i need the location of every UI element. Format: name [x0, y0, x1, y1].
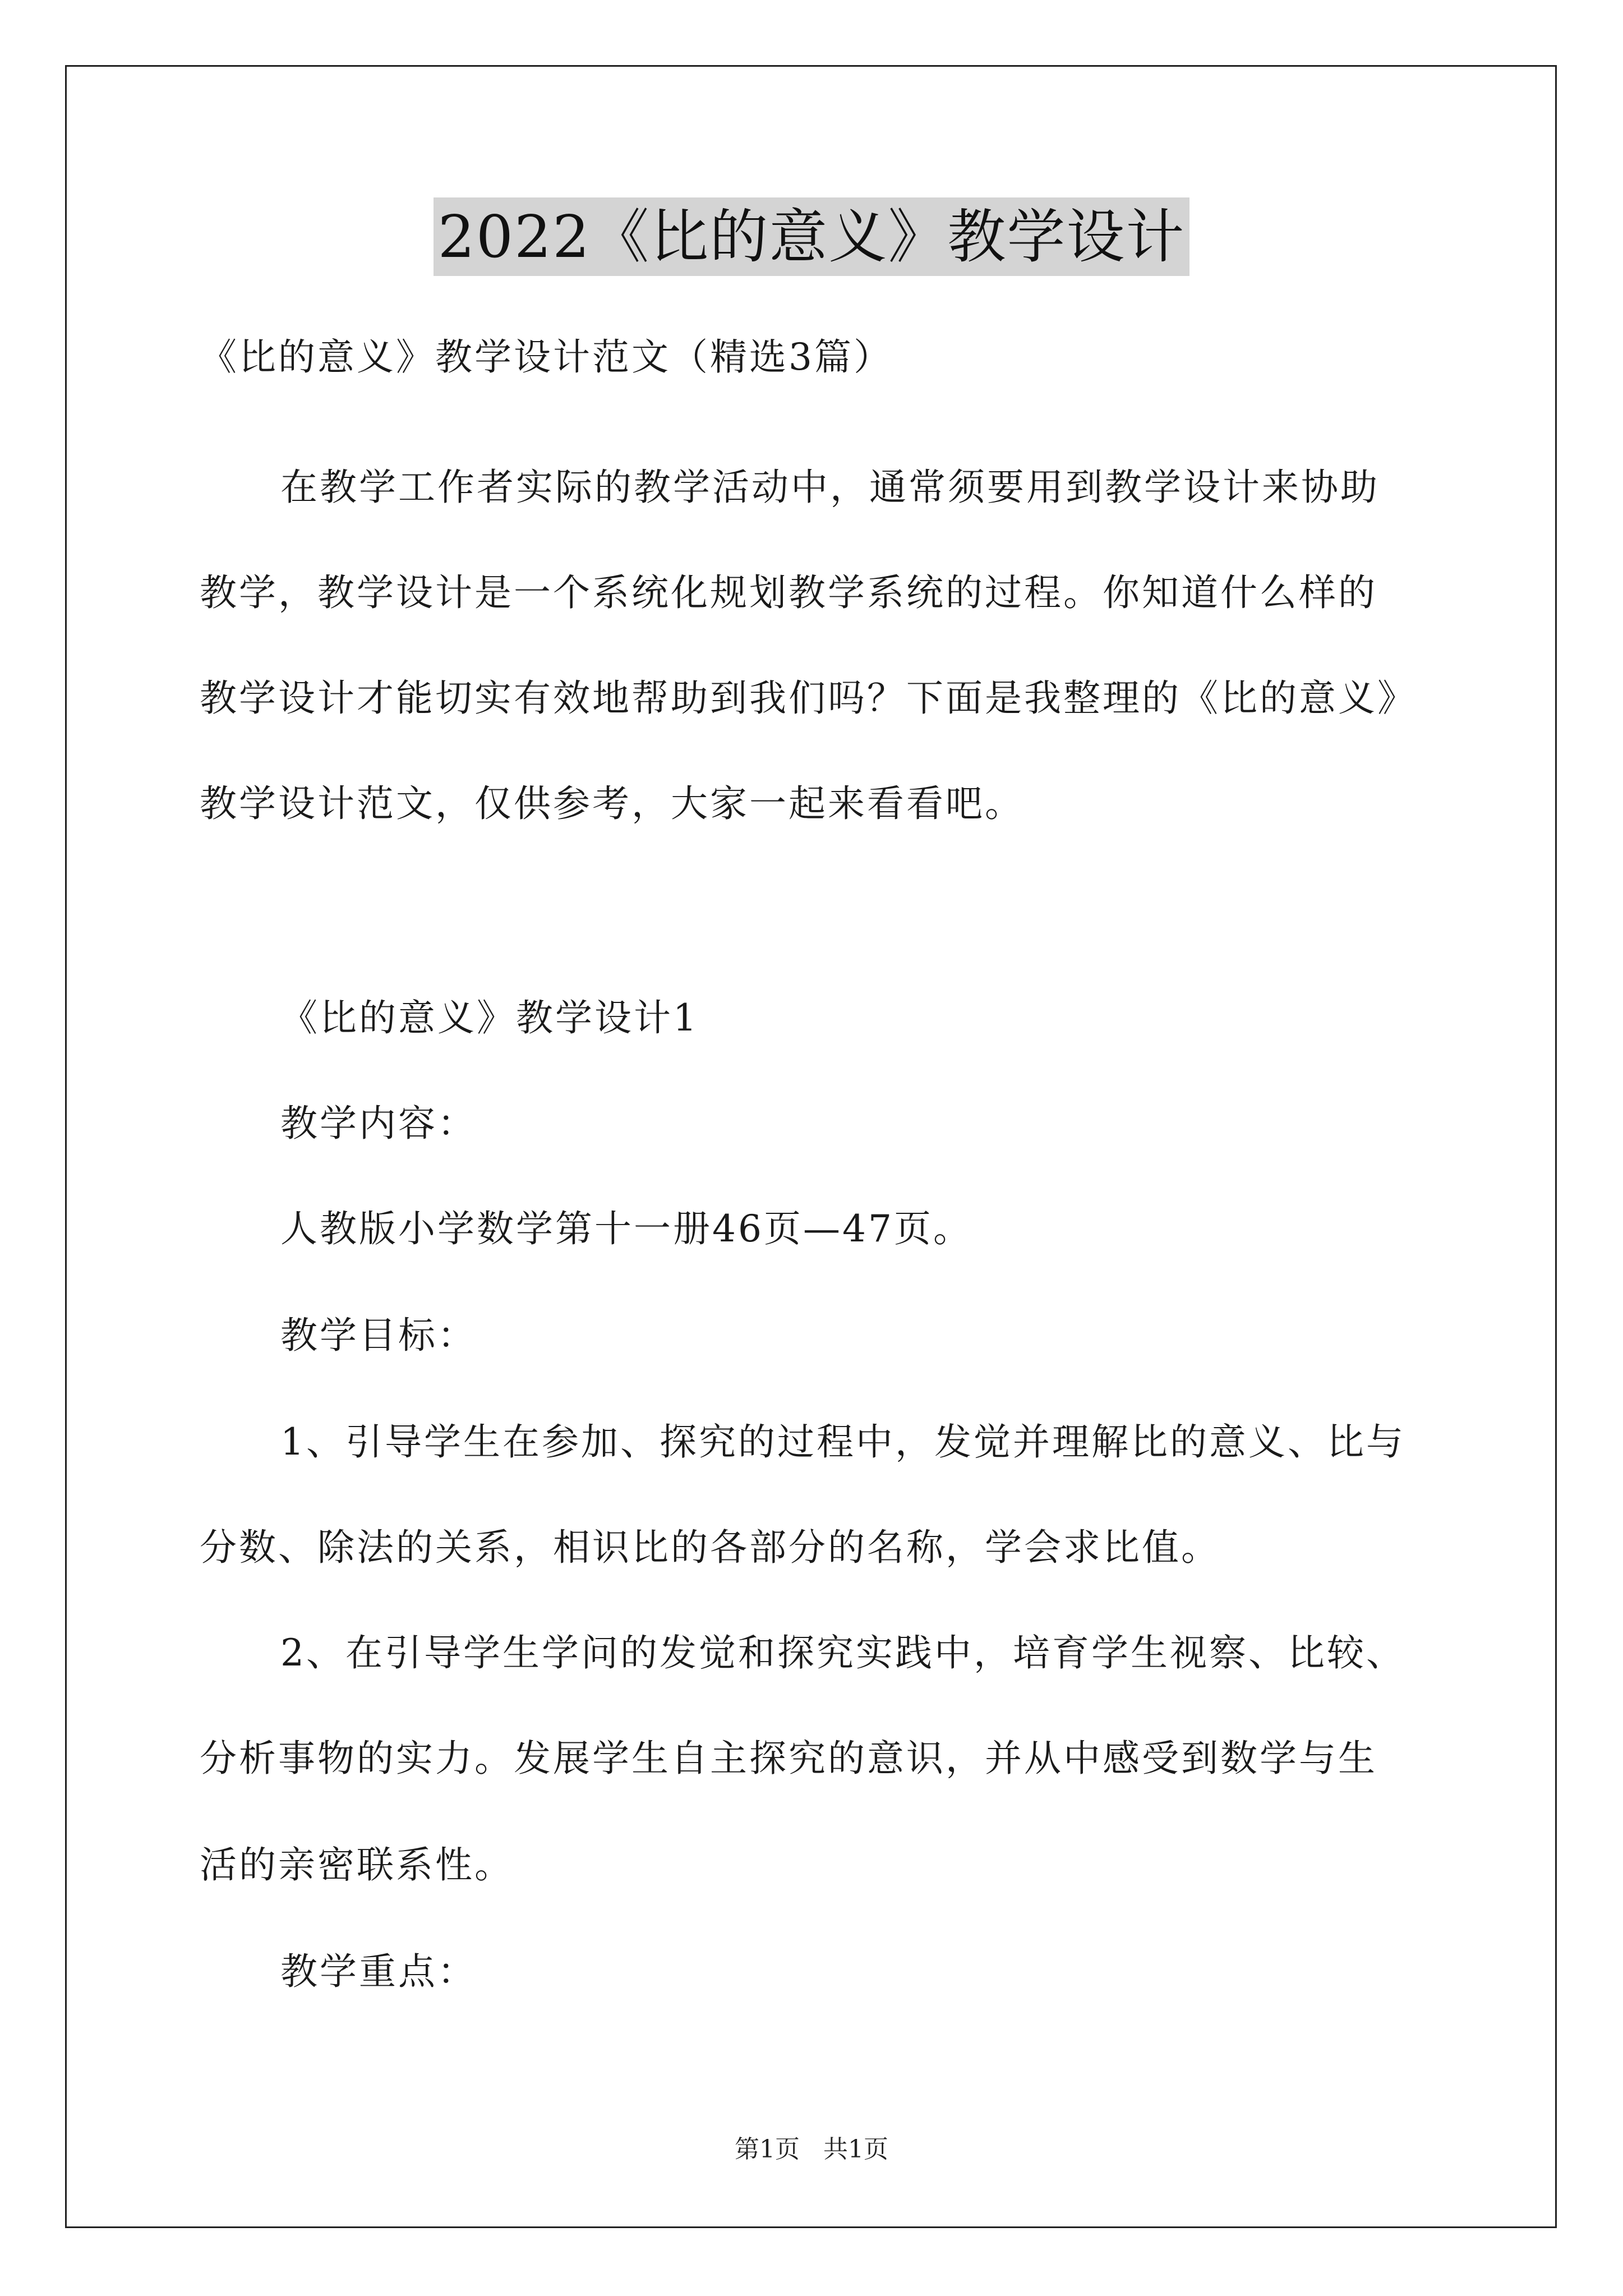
key-points-label: 教学重点：: [280, 1950, 477, 1993]
section-heading: 《比的意义》教学设计1: [280, 996, 699, 1039]
page-footer: 第1页 共1页: [735, 2135, 888, 2164]
goal1-line-2: 分数、除法的关系，相识比的各部分的名称，学会求比值。: [200, 1526, 1220, 1569]
goals-label: 教学目标：: [280, 1314, 477, 1357]
goal1-line-1: 1、引导学生在参加、探究的过程中，发觉并理解比的意义、比与: [280, 1420, 1405, 1464]
document-title: 2022《比的意义》教学设计: [434, 197, 1190, 276]
intro-line-3: 教学设计才能切实有效地帮助到我们吗？下面是我整理的《比的意义》: [200, 677, 1417, 720]
content-label: 教学内容：: [280, 1102, 477, 1145]
intro-line-1: 在教学工作者实际的教学活动中，通常须要用到教学设计来协助: [280, 466, 1380, 509]
content-text: 人教版小学数学第十一册46页—47页。: [280, 1207, 972, 1250]
title-container: [0, 197, 1623, 276]
goal2-line-3: 活的亲密联系性。: [200, 1843, 514, 1887]
goal2-line-2: 分析事物的实力。发展学生自主探究的意识，并从中感受到数学与生: [200, 1737, 1377, 1780]
goal2-line-1: 2、在引导学生学问的发觉和探究实践中，培育学生视察、比较、: [280, 1631, 1405, 1674]
intro-line-2: 教学，教学设计是一个系统化规划教学系统的过程。你知道什么样的: [200, 571, 1377, 614]
intro-line-4: 教学设计范文，仅供参考，大家一起来看看吧。: [200, 782, 1024, 825]
subtitle: 《比的意义》教学设计范文（精选3篇）: [200, 335, 893, 379]
